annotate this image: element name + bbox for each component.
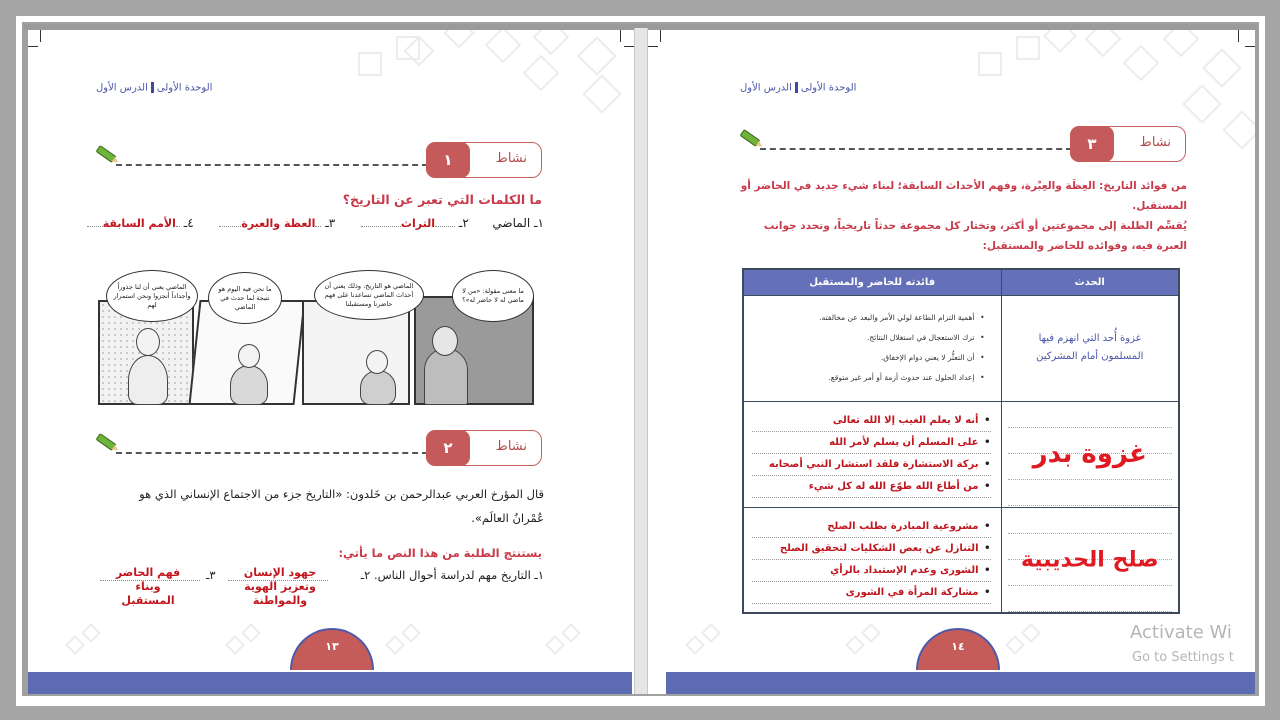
activity-2-question: يستنتج الطلبة من هذا النص ما يأتي: xyxy=(338,546,542,560)
answer-4: ٤ـ الأمم السابقة xyxy=(87,216,194,230)
list-item: • أن التعثُّر لا يعني دوام الإخفاق. xyxy=(752,348,985,368)
list-item: • من أطاع الله طوّع الله له كل شيء xyxy=(752,476,991,498)
inference-2-answer: جهود الإنسان وتعزيز الهوية والمواطنة xyxy=(243,566,317,607)
page-footer-bar xyxy=(666,672,1255,694)
list-item: • مشروعية المبادرة بطلب الصلح xyxy=(752,516,991,538)
list-item: • أهمية التزام الطاعة لولي الأمر والبعد عن مخالفته. xyxy=(752,308,985,328)
pencil-icon xyxy=(96,433,117,451)
activity-number: ٢ xyxy=(426,430,470,466)
page-number: ١٤ xyxy=(916,628,1000,670)
answer-2: ٢ـ التراث xyxy=(361,216,469,230)
breadcrumb-unit: الوحدة الأولى xyxy=(156,82,213,94)
dashed-divider xyxy=(116,452,428,454)
comic-strip xyxy=(98,270,534,405)
windows-activation-hint: Go to Settings t xyxy=(1132,650,1234,665)
activity-1-answers xyxy=(104,216,544,230)
table-row xyxy=(743,401,1179,507)
pencil-icon xyxy=(96,145,117,163)
activity-label: نشاط xyxy=(1139,135,1171,150)
event-answer: غزوة بدر xyxy=(1032,439,1147,469)
breadcrumb-lesson: الدرس الأول xyxy=(96,82,148,94)
speech-bubble: ما معنى مقولة: «من لا ماضي له لا حاضر له»؟ xyxy=(452,270,534,322)
breadcrumb-separator xyxy=(795,82,798,93)
list-item: • مشاركة المرأة في الشورى xyxy=(752,582,991,604)
activity-number: ١ xyxy=(426,142,470,178)
dashed-divider xyxy=(760,148,1072,150)
activity-label: نشاط xyxy=(495,439,527,454)
page-14 xyxy=(648,30,1255,694)
breadcrumb-unit: الوحدة الأولى xyxy=(800,82,857,94)
table-row xyxy=(743,295,1179,401)
speech-bubble: الماضي يعني أن لنا جذوراً وأجداداً أنجزوا ونحن استمرار لهم xyxy=(106,270,198,322)
breadcrumb-lesson: الدرس الأول xyxy=(740,82,792,94)
column-header-event: الحدث xyxy=(1001,269,1179,295)
page-number: ١٣ xyxy=(290,628,374,670)
inference-3-answer: فهم الحاضر وبناء المستقبل xyxy=(115,566,181,607)
event-answer: صلح الحديبية xyxy=(1020,547,1159,573)
inference-3-index: ٣ـ xyxy=(206,568,216,582)
events-table xyxy=(742,268,1180,614)
activity-badge xyxy=(1070,126,1186,162)
list-item: • ترك الاستعجال في استغلال النتائج. xyxy=(752,328,985,348)
page-gutter xyxy=(634,28,648,694)
activity-number: ٣ xyxy=(1070,126,1114,162)
windows-activation-watermark: Activate Wi xyxy=(1130,622,1232,643)
activity-1-header xyxy=(116,142,542,178)
activity-badge xyxy=(426,142,542,178)
list-item: • بركة الاستشارة فلقد استشار النبي أصحابه xyxy=(752,454,991,476)
speech-bubble: الماضي هو التاريخ، وذلك يعني أن أحداث الماضي تساعدنا على فهم حاضرنا ومستقبلنا xyxy=(314,270,424,320)
benefit-cell xyxy=(743,507,1001,613)
benefit-cell xyxy=(743,401,1001,507)
ibn-khaldun-quote: قال المؤرخ العربي عبدالرحمن بن خَلدون: «التاريخ جزء من الاجتماع الإنساني الذي هو عُمْرانُ العالَم». xyxy=(139,487,544,525)
answer-1: ١ـ الماضي xyxy=(492,216,544,230)
event-cell xyxy=(1001,507,1179,613)
list-item: • الشورى وعدم الإستبداد بالرأي xyxy=(752,560,991,582)
activity-3-header xyxy=(760,126,1186,162)
table-row xyxy=(743,507,1179,613)
activity-1-question: ما الكلمات التي تعبر عن التاريخ؟ xyxy=(342,192,542,207)
list-item: • التنازل عن بعض الشكليات لتحقيق الصلح xyxy=(752,538,991,560)
dashed-divider xyxy=(116,164,428,166)
inference-1: ١ـ التاريخ مهم لدراسة أحوال الناس. xyxy=(373,568,544,582)
event-cell xyxy=(1001,401,1179,507)
event-cell: غزوة أُحد التي انهزم فيها المسلمون أمام المشركين xyxy=(1001,295,1179,401)
answer-3: ٣ـ العظة والعبرة xyxy=(219,216,335,230)
speech-bubble: ما نحن فيه اليوم هو نتيجة لما حدث في الماضي xyxy=(208,272,282,324)
activity-badge xyxy=(426,430,542,466)
breadcrumb-separator xyxy=(151,82,154,93)
breadcrumb xyxy=(96,82,212,94)
activity-label: نشاط xyxy=(495,151,527,166)
page-footer-bar xyxy=(28,672,632,694)
list-item: • أنه لا يعلم الغيب إلا الله تعالى xyxy=(752,410,991,432)
pencil-icon xyxy=(740,129,761,147)
inference-2-index: ٢ـ xyxy=(360,568,371,582)
breadcrumb xyxy=(740,82,856,94)
page-13 xyxy=(28,30,634,694)
column-header-benefit: فائدته للحاضر والمستقبل xyxy=(743,269,1001,295)
activity-2-header xyxy=(116,430,542,466)
list-item: • إعداد الحلول عند حدوث أزمة أو أمر غير متوقع. xyxy=(752,368,985,388)
activity-3-instructions: من فوائد التاريخ: العِظَة والعِبْرة، وفهم الأحداث السابقة؛ لبناء شيء جديد في الحاضر أو المستقبل. يُقسِّم الطلبة إلى مجموعتين أو أكثر، وتختار كل مجموعة حدثاً تاريخياً، وتحدد جوانب العبرة فيه، وفوائده للحاضر والمستقبل: xyxy=(740,180,1187,252)
benefit-cell xyxy=(743,295,1001,401)
list-item: • على المسلم أن يسلم لأمر الله xyxy=(752,432,991,454)
